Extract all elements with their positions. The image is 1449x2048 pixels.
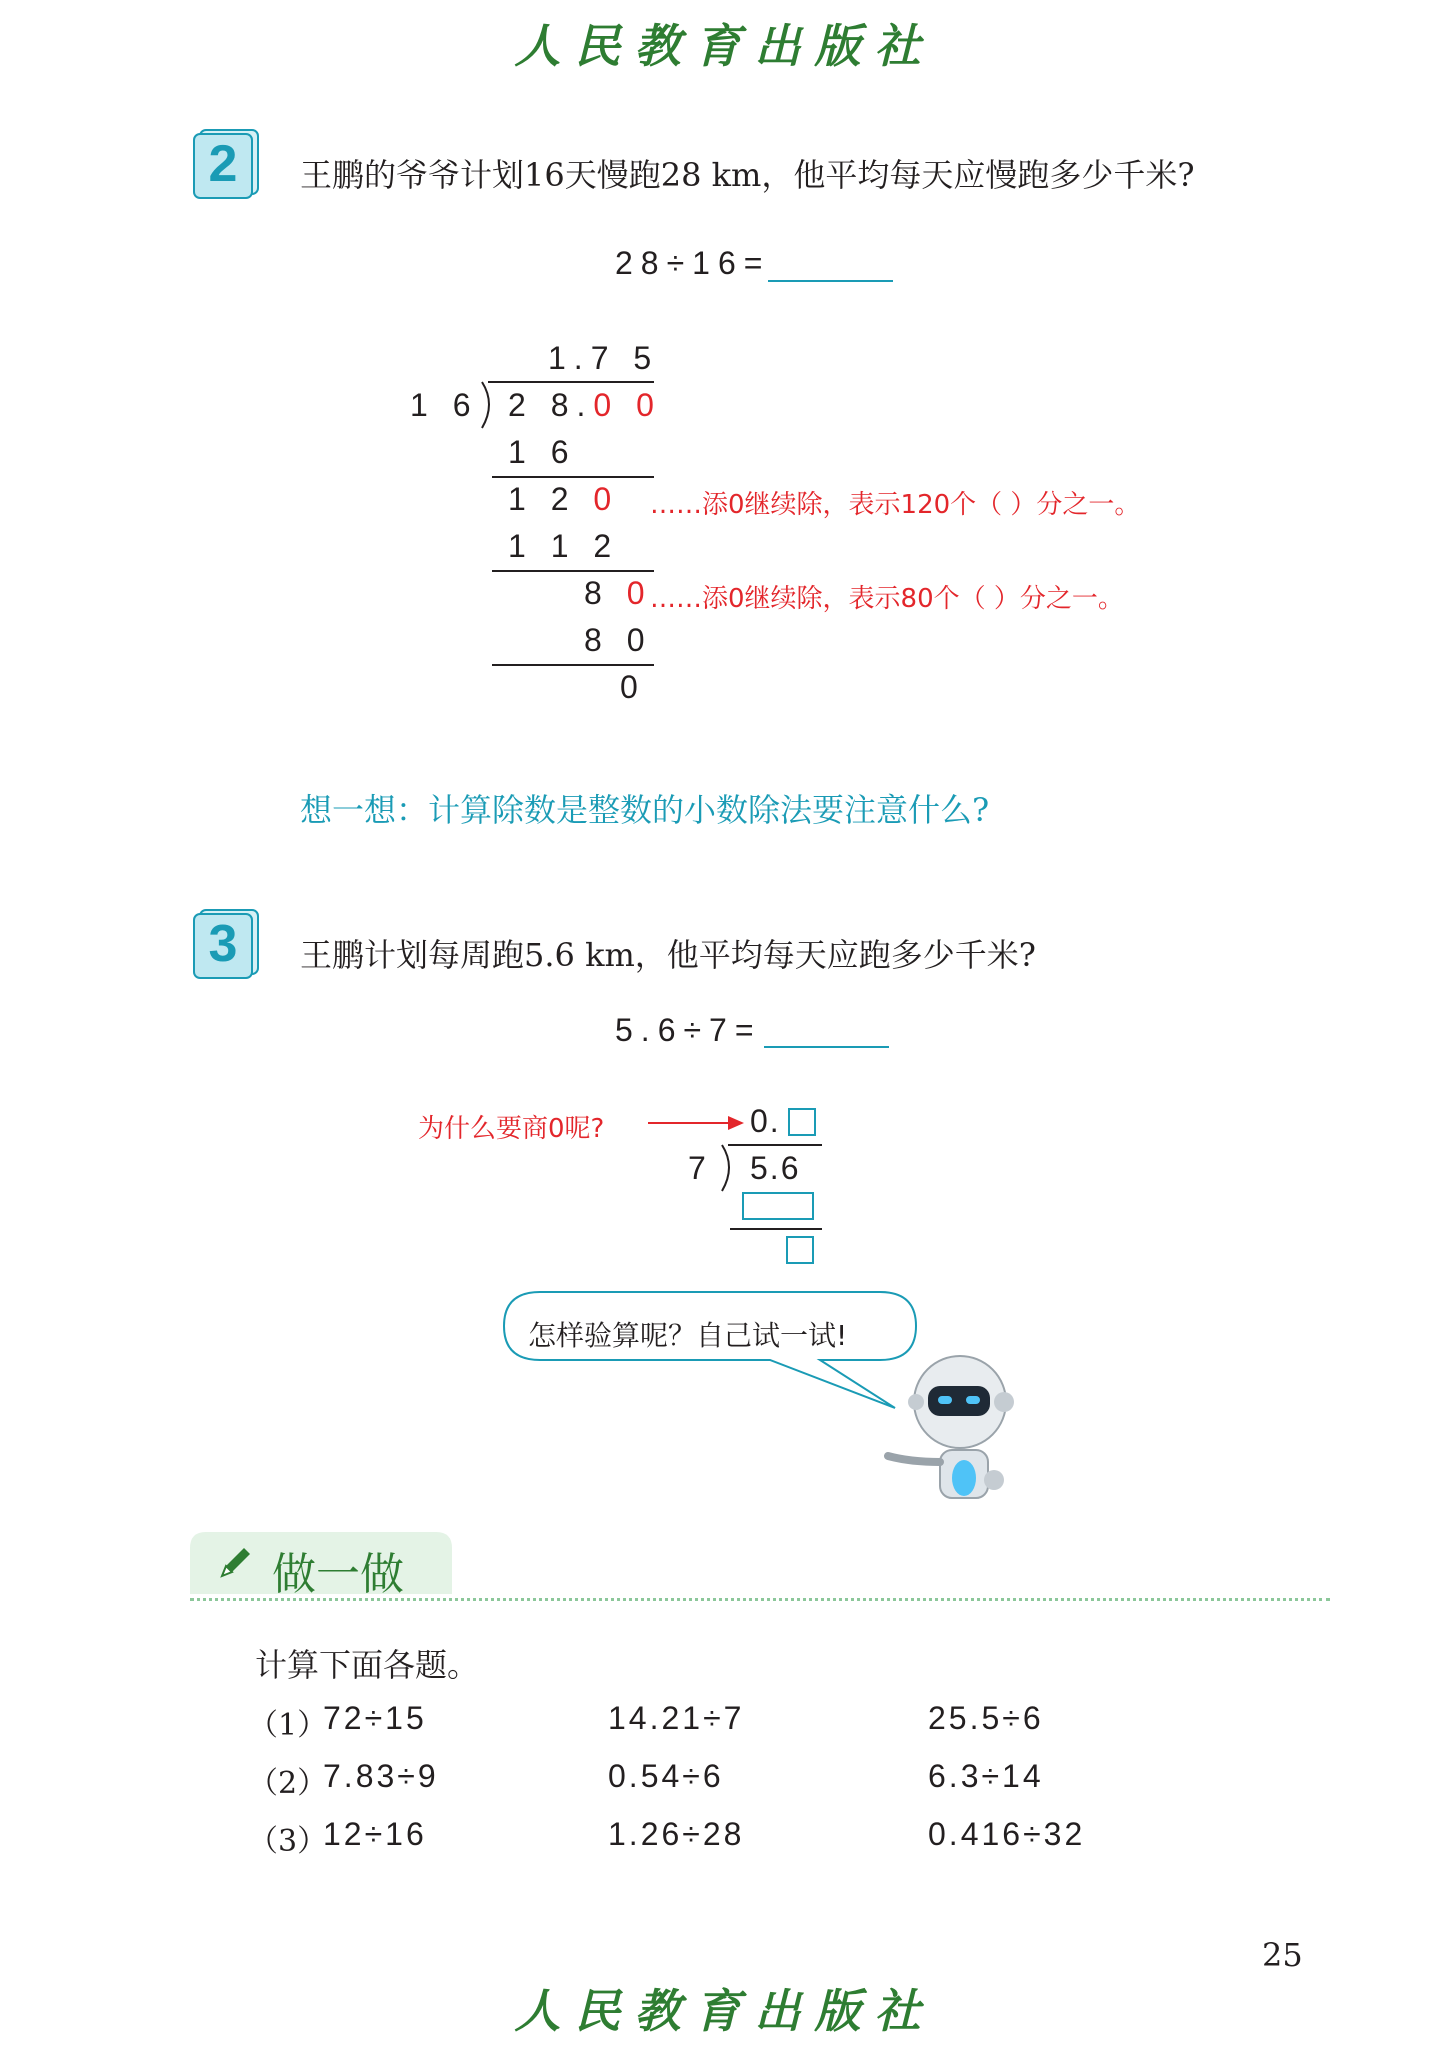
example-3-equation: 5.6÷7= [615,1012,762,1048]
example-3-question: 王鹏计划每周跑5.6 km，他平均每天应跑多少千米? [300,936,1036,974]
speech-text: 怎样验算呢？自己试一试! [528,1319,848,1352]
quotient-box[interactable] [788,1108,816,1136]
quotient-0: 0. [750,1103,781,1139]
rule-2 [492,570,654,572]
speech-bubble [500,1290,920,1430]
practice-title: 做一做 [272,1549,404,1600]
division-bracket-2 [718,1143,738,1193]
why-zero-arrow [648,1112,744,1134]
problem: 6.3÷14 [928,1758,1044,1794]
step-8: 8 [584,575,610,611]
example-2-equation: 28÷16= [615,245,771,281]
step-16: 1 6 [508,434,577,470]
practice-row-3 [248,1816,1248,1860]
step-80 [584,575,652,612]
rule-1 [492,476,654,478]
row-label: （3） [248,1824,328,1859]
problem: 12÷16 [323,1816,427,1852]
example-3-number: 3 [208,915,238,973]
step-120-zero: 0 [593,481,620,517]
row-label: （2） [248,1766,328,1801]
rule-4 [730,1228,822,1230]
problem: 25.5÷6 [928,1700,1044,1736]
divisor-16: 1 6 [410,387,479,423]
dividend [508,387,662,424]
step-112: 1 1 2 [508,528,620,564]
example-3-answer-blank[interactable] [764,1046,889,1048]
problem: 0.416÷32 [928,1816,1086,1852]
quotient-1-75: 1.7 5 [548,340,660,376]
dividend-digits: 2 8. [508,387,594,423]
product-box[interactable] [742,1192,814,1220]
practice-row-2 [248,1758,1248,1802]
rule-3 [492,664,654,666]
problem: 7.83÷9 [323,1758,439,1794]
dividend-added-zeros: 0 0 [593,387,662,423]
remainder-box[interactable] [786,1236,814,1264]
division-bracket [478,380,498,430]
divisor-7: 7 [688,1150,714,1186]
footer-publisher: 人民教育出版社 [514,1984,935,2038]
step-80-b: 8 0 [584,622,653,658]
example-2-answer-blank[interactable] [768,280,893,282]
example-2-number: 2 [208,135,238,193]
note-80: ……添0继续除，表示80个（ ）分之一。 [650,584,1124,614]
step-80-zero: 0 [626,575,653,611]
header-publisher: 人民教育出版社 [514,19,935,73]
division-vinculum [488,381,654,383]
dividend-5-6: 5.6 [750,1150,801,1186]
step-12: 1 2 [508,481,577,517]
practice-instruction: 计算下面各题。 [255,1646,480,1684]
problem: 72÷15 [323,1700,427,1736]
problem: 0.54÷6 [608,1758,724,1794]
why-zero-note: 为什么要商0呢? [418,1114,605,1144]
robot-illustration [880,1350,1020,1500]
problem: 1.26÷28 [608,1816,745,1852]
division-vinculum-2 [728,1144,822,1146]
step-120 [508,481,619,518]
page-number: 25 [1262,1936,1303,1974]
pencil-icon [216,1542,256,1582]
row-label: （1） [248,1708,328,1743]
problem: 14.21÷7 [608,1700,745,1736]
remainder-0: 0 [620,669,646,705]
note-120: ……添0继续除，表示120个（ ）分之一。 [650,490,1141,520]
practice-divider [190,1598,1330,1601]
think-prompt: 想一想：计算除数是整数的小数除法要注意什么? [300,791,990,829]
example-2-question: 王鹏的爷爷计划16天慢跑28 km，他平均每天应慢跑多少千米? [300,156,1195,194]
practice-row-1 [248,1700,1248,1744]
